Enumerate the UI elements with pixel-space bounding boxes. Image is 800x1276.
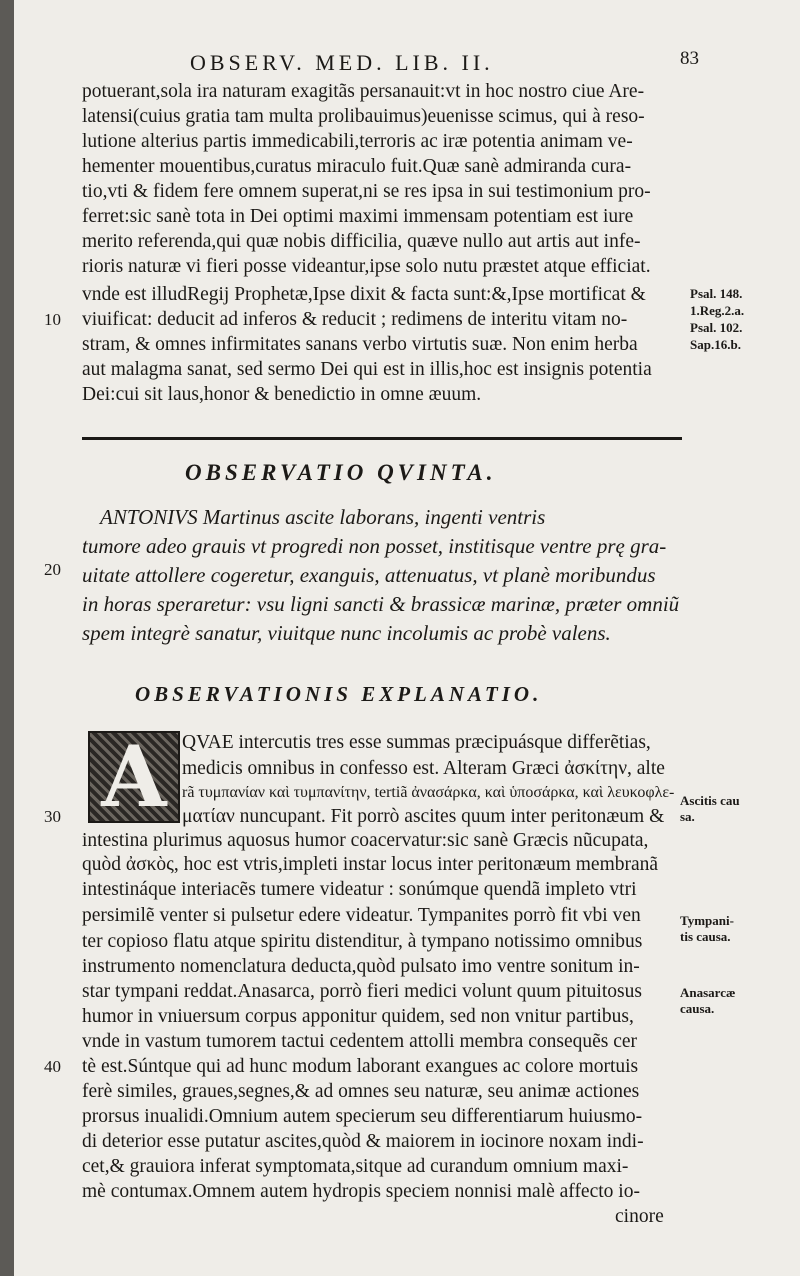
body-line: intestináque interiacẽs tumere videatur : sonúmque quendã impleto vtri xyxy=(82,879,637,900)
text-line: rioris naturæ vi fieri posse videantur,ipse solo nutu præstet atque efficiat. xyxy=(82,256,651,277)
text-line: merito referenda,qui quæ nobis difficilia, quæve nullo aut artis aut infe- xyxy=(82,231,641,252)
body-line: vnde in vastum tumorem tactui cedentem attolli membra consequẽs cer xyxy=(82,1031,638,1052)
body-line: persimilẽ venter si pulsetur edere videatur. Tympanites porrò fit vbi ven xyxy=(82,905,641,926)
body-line: rã τυμπανίαν καὶ τυμπανίτην, tertiã ἀνασάρκα, καὶ ὑποσάρκα, καὶ λευκοφλε- xyxy=(182,784,675,801)
margin-note: Ascitis cau xyxy=(680,793,740,808)
summary-line: spem integrè sanatur, viuitque nunc incolumis ac probè valens. xyxy=(82,621,611,645)
decorated-initial xyxy=(88,731,180,823)
body-line: ferè similes, graues,segnes,& ad omnes seu naturæ, seu animæ actiones xyxy=(82,1081,640,1102)
body-line: star tympani reddat.Anasarca, porrò fieri medici volunt quum pituitosus xyxy=(82,981,642,1002)
body-line: tè est.Súntque qui ad hunc modum laborant exangues ac colore mortuis xyxy=(82,1056,639,1077)
margin-note: causa. xyxy=(680,1001,715,1016)
body-line: medicis omnibus in confesso est. Alteram Græci ἀσκίτην, alte xyxy=(182,758,665,779)
margin-note: tis causa. xyxy=(680,929,731,944)
margin-note: Psal. 102. xyxy=(690,320,743,335)
body-line: ματίαν nuncupant. Fit porrò ascites quum inter peritonæum & xyxy=(182,806,665,827)
margin-note: Tympani- xyxy=(680,913,734,928)
line-number: 10 xyxy=(44,310,61,329)
line-number: 30 xyxy=(44,807,61,826)
text-line: vnde est illudRegij Prophetæ,Ipse dixit & facta sunt:&,Ipse mortificat & xyxy=(82,284,646,305)
line-number: 40 xyxy=(44,1057,61,1076)
margin-note: Psal. 148. xyxy=(690,286,743,301)
body-line: quòd ἀσκὸς, hoc est vtris,impleti instar locus inter peritonæum membranã xyxy=(82,854,659,875)
summary-line: in horas speraretur: vsu ligni sancti & brassicæ marinæ, præter omniũ xyxy=(82,592,680,616)
margin-note: sa. xyxy=(680,809,695,824)
explanation-title: OBSERVATIONIS EXPLANATIO. xyxy=(135,682,543,706)
initial-letter: A xyxy=(101,731,167,823)
section-title: OBSERVATIO QVINTA. xyxy=(185,460,497,485)
text-line: stram, & omnes infirmitates sanans verbo virtutis suæ. Non enim herba xyxy=(82,334,638,355)
section-rule xyxy=(82,437,682,440)
text-line: Dei:cui sit laus,honor & benedictio in omne æuum. xyxy=(82,384,482,405)
body-line: ter copioso flatu atque spiritu distenditur, à tympano notissimo omnibus xyxy=(82,931,643,952)
text-line: viuificat: deducit ad inferos & reducit ; redimens de interitu vitam no- xyxy=(82,309,628,330)
body-line: mè contumax.Omnem autem hydropis speciem nonnisi malè affecto io- xyxy=(82,1181,640,1202)
text-line: hementer mouentibus,curatus miraculo fuit.Quæ sanè admiranda cura- xyxy=(82,156,632,177)
body-line: prorsus inualidi.Omnium autem specierum seu differentiarum huiusmo- xyxy=(82,1106,643,1127)
body-line: cinore xyxy=(615,1206,664,1227)
summary-line: tumore adeo grauis vt progredi non posset, institisque ventre prę gra- xyxy=(82,534,667,558)
body-line: intestina plurimus aquosus humor coacervatur:sic sanè Græcis nũcupata, xyxy=(82,830,649,851)
running-head: OBSERV. MED. LIB. II. xyxy=(190,50,494,75)
summary-line: uitate attollere cogeretur, exanguis, attenuatus, vt planè moribundus xyxy=(82,563,656,587)
margin-note: Sap.16.b. xyxy=(690,337,741,352)
body-line: di deterior esse putatur ascites,quòd & maiorem in iocinore noxam indi- xyxy=(82,1131,644,1152)
body-line: cet,& grauiora inferat symptomata,sitque ad curandum omnium maxi- xyxy=(82,1156,629,1177)
text-line: aut malagma sanat, sed sermo Dei qui est in illis,hoc est insignis potentia xyxy=(82,359,652,380)
text-line: tio,vti & fidem fere omnem superat,ni se res ipsa in sui testimonium pro- xyxy=(82,181,651,202)
text-line: lutione alterius partis immedicabili,terroris ac iræ potentia animam ve- xyxy=(82,131,633,152)
summary-line: ANTONIVS Martinus ascite laborans, ingenti ventris xyxy=(100,505,546,529)
margin-note: 1.Reg.2.a. xyxy=(690,303,745,318)
text-line: potuerant,sola ira naturam exagitãs persanauit:vt in hoc nostro ciue Are- xyxy=(82,81,645,102)
body-line: instrumento nomenclatura deducta,quòd pulsato imo ventre sonitum in- xyxy=(82,956,640,977)
body-line: humor in vniuersum corpus apponitur quidem, sed non vnitur partibus, xyxy=(82,1006,634,1027)
page-number: 83 xyxy=(680,48,699,69)
body-line: QVAE intercutis tres esse summas præcipuásque differẽtias, xyxy=(182,732,651,753)
margin-note: Anasarcæ xyxy=(680,985,736,1000)
text-line: ferret:sic sanè tota in Dei optimi maximi immensam potentiam est iure xyxy=(82,206,634,227)
text-line: latensi(cuius gratia tam multa prolibauimus)euenisse scimus, qui à reso- xyxy=(82,106,645,127)
line-number: 20 xyxy=(44,560,61,579)
